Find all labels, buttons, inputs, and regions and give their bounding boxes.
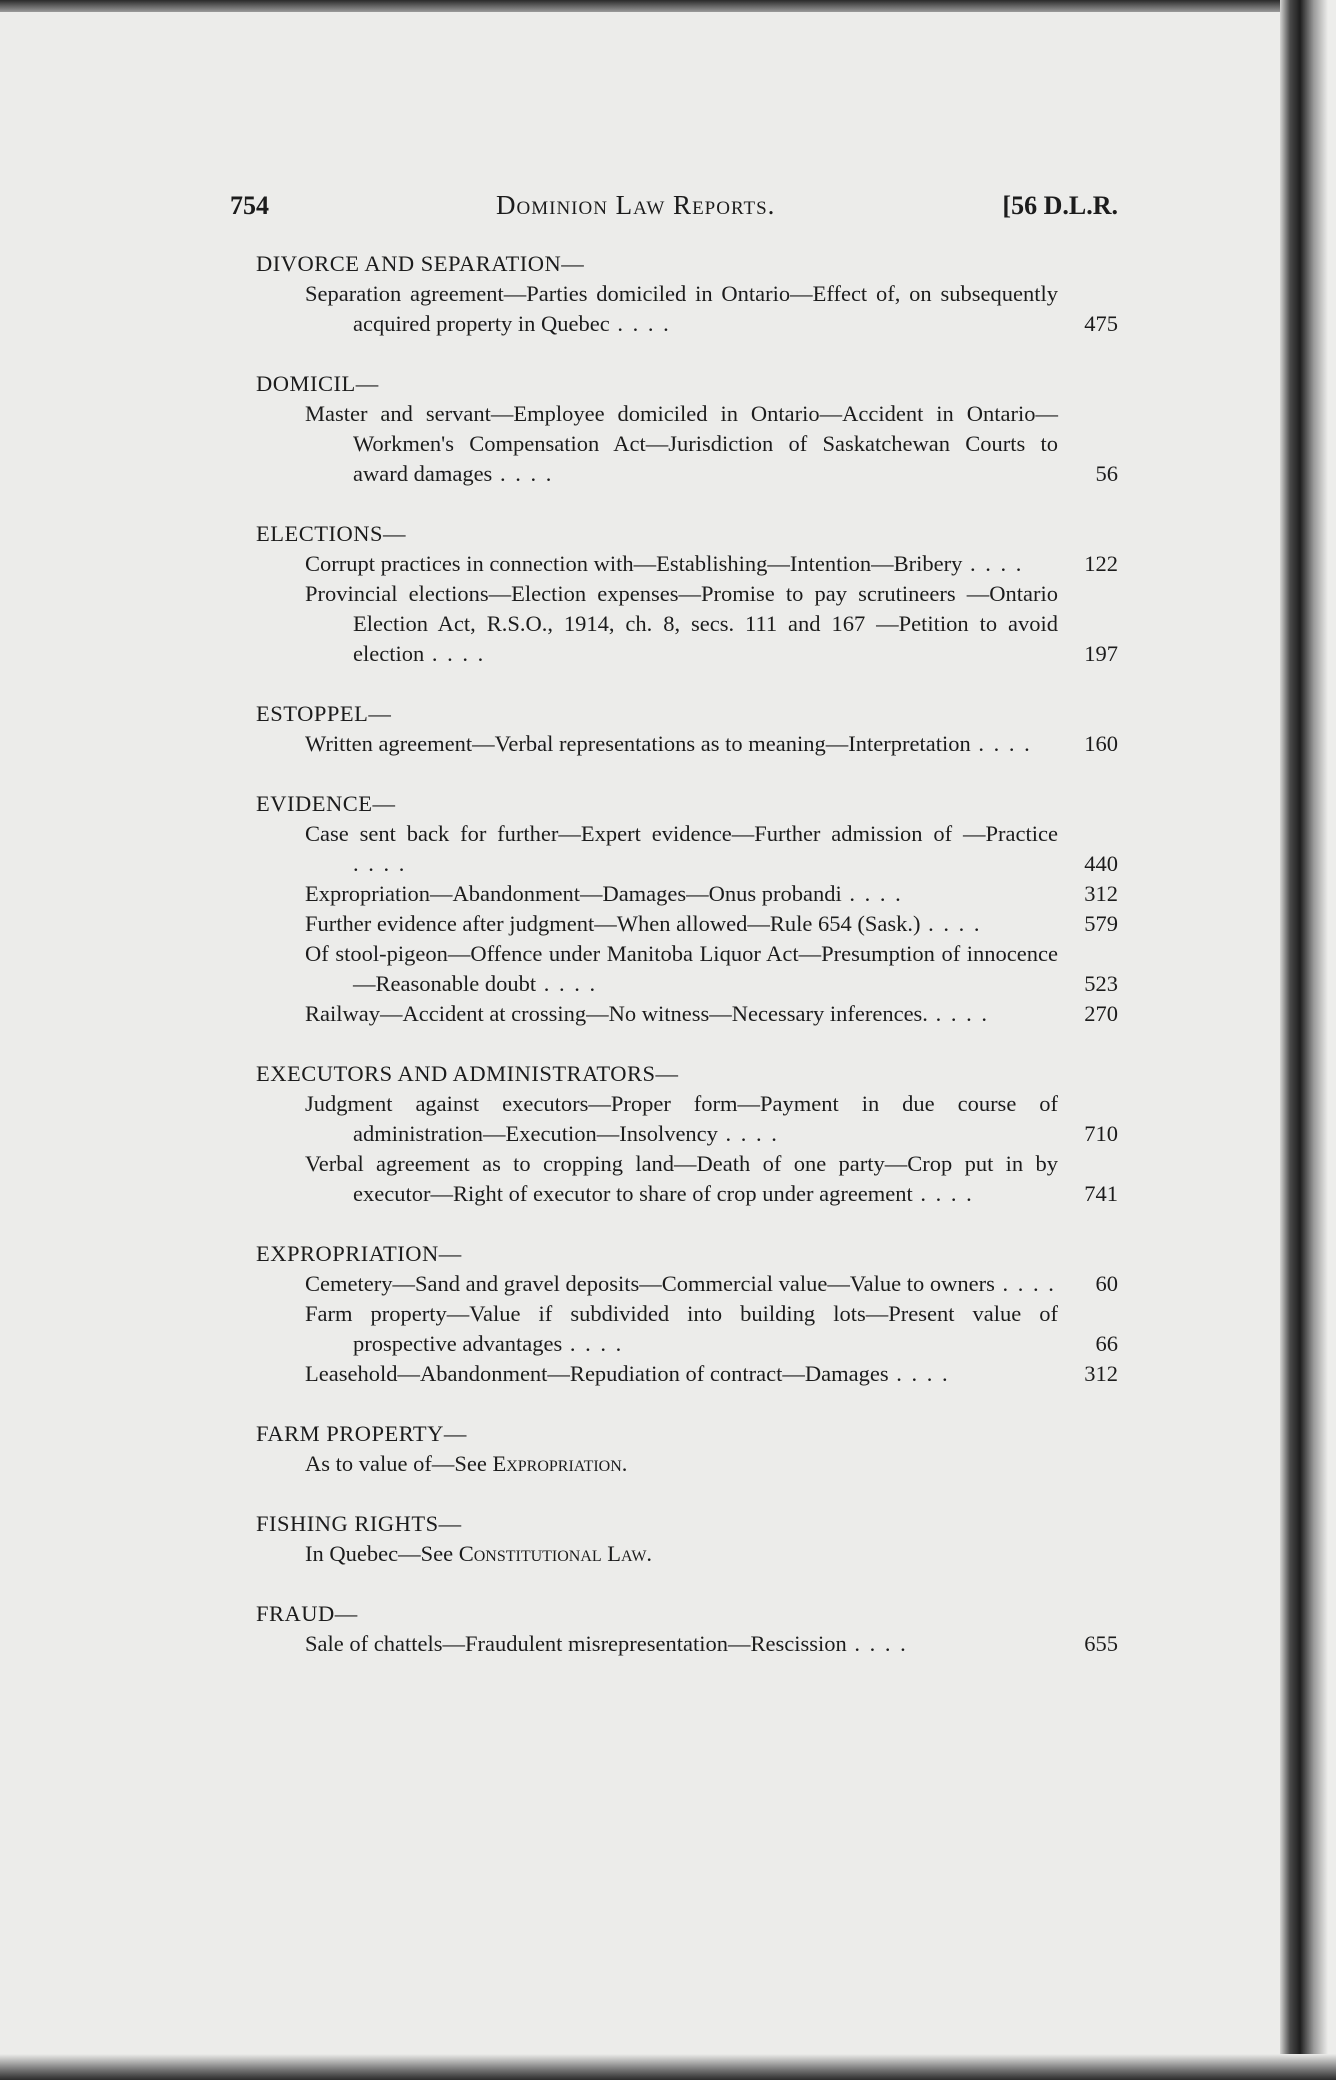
- section-heading: EXPROPRIATION—: [256, 1241, 462, 1266]
- entry-text: [305, 1359, 1058, 1389]
- entry-text: [305, 1149, 1058, 1209]
- leader-dots: . . . .: [424, 641, 486, 666]
- index-section: [230, 369, 1118, 489]
- running-title: Dominion Law Reports.: [496, 190, 776, 220]
- leader-dots: . . . .: [994, 1271, 1056, 1296]
- entry-text: [305, 549, 1058, 579]
- page-reference: 440: [1084, 851, 1118, 876]
- entry-description: Railway—Accident at crossing—No witness—Necessary inferences.: [305, 1001, 928, 1026]
- page-reference: 60: [1095, 1271, 1118, 1296]
- scan-top-edge: [0, 0, 1336, 12]
- entry-text: [305, 909, 1058, 939]
- entry-text: [305, 879, 1058, 909]
- index-section: [230, 1509, 1118, 1569]
- leader-dots: . . . .: [562, 1331, 624, 1356]
- index-entry: [305, 939, 1118, 999]
- section-heading: ELECTIONS—: [256, 521, 406, 546]
- scan-bottom-edge: [0, 2054, 1336, 2080]
- entry-description: In Quebec—See: [305, 1541, 454, 1566]
- page-reference: 741: [1084, 1181, 1118, 1206]
- section-heading: FISHING RIGHTS—: [256, 1511, 462, 1536]
- section-heading: FRAUD—: [256, 1601, 358, 1626]
- entry-description: As to value of—See: [305, 1451, 487, 1476]
- page-reference: 66: [1095, 1331, 1118, 1356]
- page-reference: 122: [1084, 551, 1118, 576]
- index-entry: [305, 909, 1118, 939]
- index-entry: [305, 1539, 1118, 1569]
- section-heading: EXECUTORS AND ADMINISTRATORS—: [256, 1061, 679, 1086]
- index-entry: [305, 1149, 1118, 1209]
- index-entry: [305, 1449, 1118, 1479]
- page-number: 754: [230, 191, 269, 220]
- index-entry: [305, 579, 1118, 669]
- entry-description: Master and servant—Employee domiciled in Ontario—Accident in Ontario—Workmen's Compensation Act—Jurisdiction of Saskatchewan Courts to award damages: [305, 401, 1058, 486]
- index-entry: [305, 819, 1118, 879]
- entry-text: [305, 279, 1058, 339]
- entry-description: Provincial elections—Election expenses—Promise to pay scrutineers —Ontario Election Act, R.S.O., 1914, ch. 8, secs. 111 and 167 —Petition to avoid election: [305, 581, 1058, 666]
- leader-dots: . . . .: [492, 461, 554, 486]
- index-entry: [305, 1629, 1118, 1659]
- index-entry: [305, 999, 1118, 1029]
- index-entry: [305, 1089, 1118, 1149]
- section-heading: FARM PROPERTY—: [256, 1421, 467, 1446]
- index-section: [230, 1239, 1118, 1389]
- index-section: [230, 699, 1118, 759]
- entry-text: [305, 819, 1058, 879]
- page-reference: 523: [1084, 971, 1118, 996]
- leader-dots: . . . .: [962, 551, 1024, 576]
- entry-description: Cemetery—Sand and gravel deposits—Commercial value—Value to owners: [305, 1271, 995, 1296]
- leader-dots: . . . .: [846, 1631, 908, 1656]
- book-spine-shadow: [1280, 0, 1336, 2080]
- entry-description: Farm property—Value if subdivided into building lots—Present value of prospective advantages: [305, 1301, 1058, 1356]
- index-entry: [305, 279, 1118, 339]
- entry-text: [305, 579, 1058, 669]
- leader-dots: . . . .: [920, 911, 982, 936]
- index-entry: [305, 729, 1118, 759]
- index-section: [230, 249, 1118, 339]
- section-heading: ESTOPPEL—: [256, 701, 392, 726]
- page-reference: 160: [1084, 731, 1118, 756]
- index-section: [230, 519, 1118, 669]
- leader-dots: . . . .: [353, 851, 407, 876]
- entry-description: Verbal agreement as to cropping land—Death of one party—Crop put in by executor—Right of executor to share of crop under agreement: [305, 1151, 1058, 1206]
- entry-description: Expropriation—Abandonment—Damages—Onus probandi: [305, 881, 842, 906]
- entry-text: [305, 939, 1058, 999]
- leader-dots: . . . .: [717, 1121, 779, 1146]
- entry-description: Corrupt practices in connection with—Establishing—Intention—Bribery: [305, 551, 963, 576]
- running-head: [230, 190, 1118, 221]
- leader-dots: . . . .: [888, 1361, 950, 1386]
- page-reference: 579: [1084, 911, 1118, 936]
- cross-reference: Constitutional Law.: [458, 1541, 653, 1566]
- index-section: [230, 1059, 1118, 1209]
- page-reference: 475: [1084, 311, 1118, 336]
- entry-text: [305, 1449, 1058, 1479]
- entry-description: Sale of chattels—Fraudulent misrepresentation—Rescission: [305, 1631, 847, 1656]
- index-entry: [305, 1299, 1118, 1359]
- page-reference: 56: [1095, 461, 1118, 486]
- entry-description: Further evidence after judgment—When allowed—Rule 654 (Sask.): [305, 911, 921, 936]
- index-page: [230, 190, 1118, 1689]
- entry-text: [305, 1539, 1058, 1569]
- entry-description: Leasehold—Abandonment—Repudiation of contract—Damages: [305, 1361, 889, 1386]
- leader-dots: . . . .: [970, 731, 1032, 756]
- index-entry: [305, 549, 1118, 579]
- entry-description: Written agreement—Verbal representations as to meaning—Interpretation: [305, 731, 971, 756]
- leader-dots: . . . .: [609, 311, 671, 336]
- entry-text: [305, 1299, 1058, 1359]
- section-heading: DIVORCE AND SEPARATION—: [256, 251, 585, 276]
- section-heading: DOMICIL—: [256, 371, 379, 396]
- page-reference: 197: [1084, 641, 1118, 666]
- entry-text: [305, 1089, 1058, 1149]
- entry-description: Case sent back for further—Expert evidence—Further admission of —Practice: [305, 821, 1058, 846]
- entry-text: [305, 1629, 1058, 1659]
- entry-text: [305, 1269, 1058, 1299]
- page-reference: 312: [1084, 881, 1118, 906]
- entry-text: [305, 729, 1058, 759]
- entry-description: Judgment against executors—Proper form—Payment in due course of administration—Execution—Insolvency: [305, 1091, 1058, 1146]
- entry-text: [305, 399, 1058, 489]
- index-entry: [305, 879, 1118, 909]
- leader-dots: . . . .: [912, 1181, 974, 1206]
- leader-dots: . . . .: [927, 1001, 989, 1026]
- cross-reference: Expropriation.: [492, 1451, 628, 1476]
- entry-description: Of stool-pigeon—Offence under Manitoba Liquor Act—Presumption of innocence—Reasonable doubt: [305, 941, 1058, 996]
- page-reference: 655: [1084, 1631, 1118, 1656]
- leader-dots: . . . .: [841, 881, 903, 906]
- index-entry: [305, 399, 1118, 489]
- entry-text: [305, 999, 1058, 1029]
- page-reference: 710: [1084, 1121, 1118, 1146]
- section-heading: EVIDENCE—: [256, 791, 396, 816]
- index-section: [230, 789, 1118, 1029]
- index-entry: [305, 1269, 1118, 1299]
- index-section: [230, 1599, 1118, 1659]
- volume-reference: [56 D.L.R.: [1002, 191, 1118, 220]
- index-entry: [305, 1359, 1118, 1389]
- page-reference: 270: [1084, 1001, 1118, 1026]
- index-sections: [230, 249, 1118, 1659]
- index-section: [230, 1419, 1118, 1479]
- entry-description: Separation agreement—Parties domiciled in Ontario—Effect of, on subsequently acquired property in Quebec: [305, 281, 1058, 336]
- leader-dots: . . . .: [536, 971, 598, 996]
- page-reference: 312: [1084, 1361, 1118, 1386]
